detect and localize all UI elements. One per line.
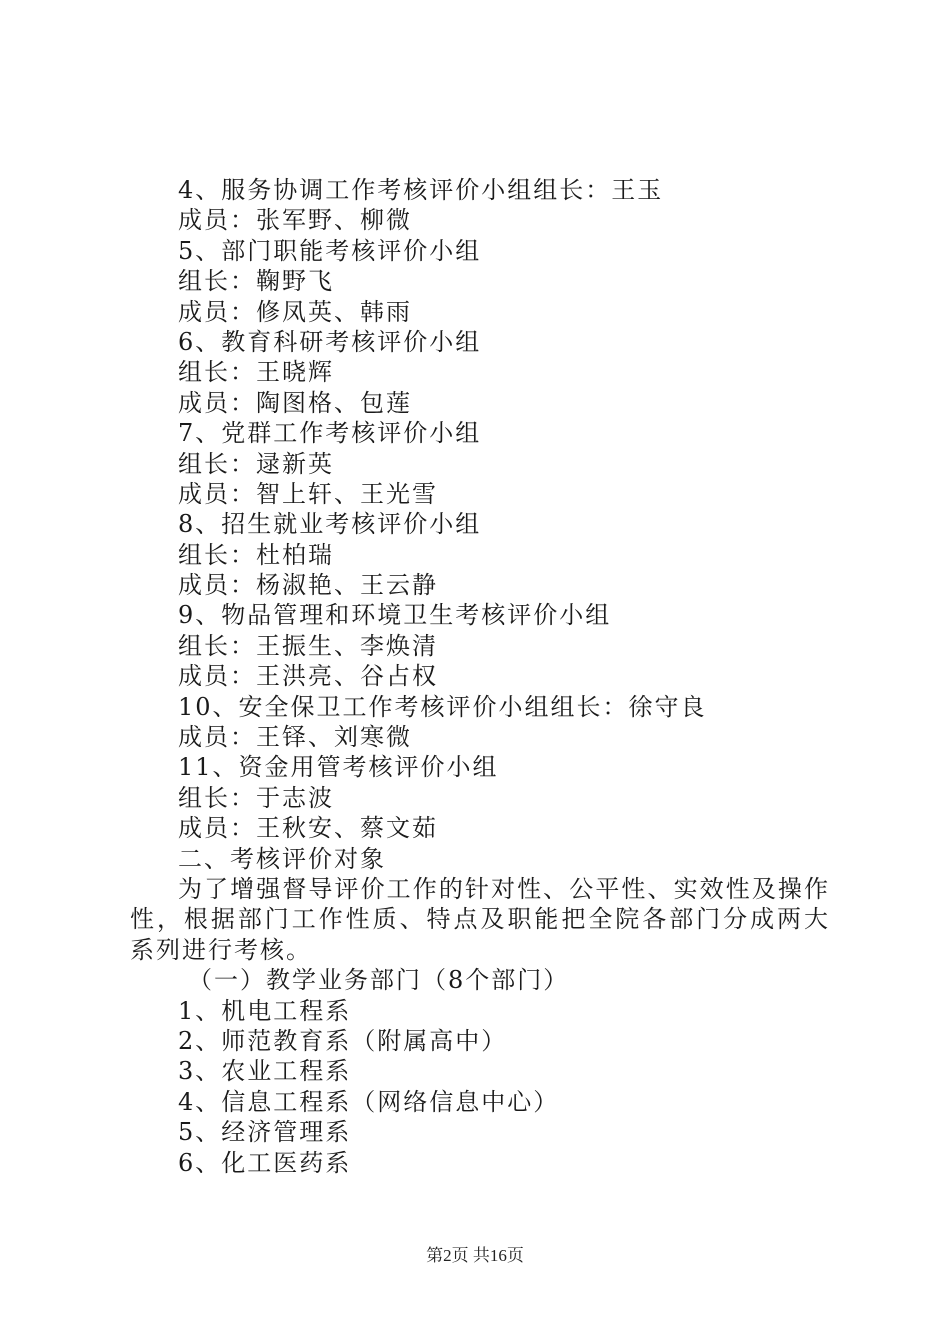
text-line: 成员：张军野、柳微 [178, 206, 412, 235]
list-item: 5、经济管理系 [178, 1118, 352, 1147]
text-line: 成员：王秋安、蔡文茹 [178, 814, 438, 843]
page-footer: 第2页 共16页 [426, 1246, 524, 1265]
list-item: 3、农业工程系 [178, 1057, 352, 1086]
text-line: 成员：陶图格、包莲 [178, 388, 412, 417]
text-line: 组长：王振生、李焕清 [178, 631, 438, 660]
text-line: 8、招生就业考核评价小组 [178, 510, 482, 539]
text-line: 成员：王洪亮、谷占权 [178, 662, 438, 691]
text-line: 成员：智上轩、王光雪 [178, 479, 438, 508]
list-item: 2、师范教育系（附属高中） [178, 1026, 508, 1055]
section-heading: 二、考核评价对象 [178, 844, 386, 873]
text-line: 组长：于志波 [178, 783, 334, 812]
list-item: 6、化工医药系 [178, 1148, 352, 1177]
text-line: 4、服务协调工作考核评价小组组长：王玉 [178, 176, 664, 204]
text-line: 组长：王晓辉 [178, 358, 334, 387]
text-line: 成员：杨淑艳、王云静 [178, 571, 438, 600]
subsection-heading: （一）教学业务部门（8个部门） [188, 966, 570, 995]
text-line: 11、资金用管考核评价小组 [178, 753, 499, 782]
text-line: 10、安全保卫工作考核评价小组组长：徐守良 [178, 692, 707, 721]
text-line: 成员：王铎、刘寒微 [178, 723, 412, 752]
text-line: 成员：修凤英、韩雨 [178, 297, 412, 326]
text-line: 5、部门职能考核评价小组 [178, 236, 482, 265]
text-line: 组长：杜柏瑞 [178, 540, 334, 569]
text-line: 组长：逯新英 [178, 449, 334, 478]
text-line: 7、党群工作考核评价小组 [178, 419, 482, 448]
list-item: 4、信息工程系（网络信息中心） [178, 1087, 560, 1116]
text-line: 6、教育科研考核评价小组 [178, 327, 482, 356]
text-line: 组长：鞠野飞 [178, 267, 334, 296]
body-paragraph: 为了增强督导评价工作的针对性、公平性、实效性及操作性，根据部门工作性质、特点及职能把全院各部门分成两大系列进行考核。 [130, 874, 830, 964]
list-item: 1、机电工程系 [178, 996, 352, 1025]
text-line: 9、物品管理和环境卫生考核评价小组 [178, 601, 612, 630]
document-body [130, 175, 830, 1178]
